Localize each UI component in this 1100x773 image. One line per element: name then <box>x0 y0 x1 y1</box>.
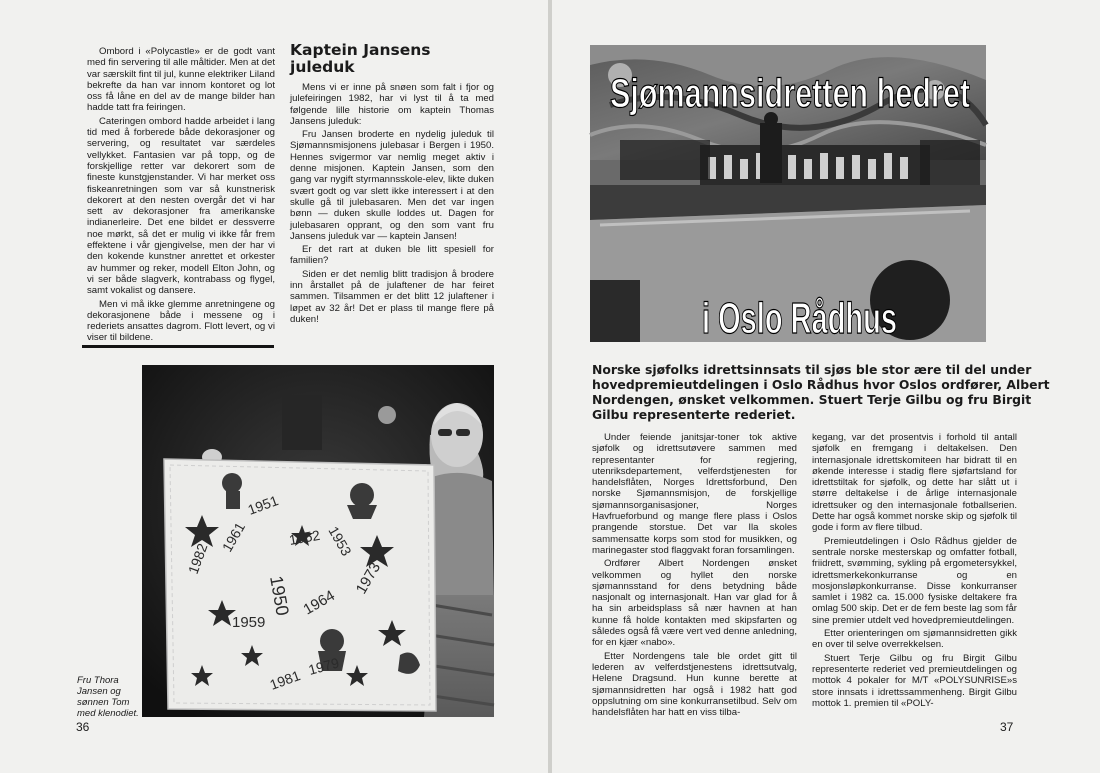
paragraph: Etter Nordengens tale ble ordet gitt til lederen av velferdstjenestens idrettsutvalg, Helene Dragsund. Hun kunne berette at sjømannsidretten har også i 1982 hatt god oppslutning om sine konkurransetilbud. Selv om handelsflåten har hatt en viss tilba- <box>592 650 797 719</box>
page-number: 37 <box>1000 720 1014 734</box>
page-number: 36 <box>76 720 90 734</box>
section-divider <box>82 345 274 348</box>
paragraph: Siden er det nemlig blitt tradisjon å brodere inn årstallet på de julaftener de har feiret sammen. Tilsammen er det blitt 12 julaftener i løpet av 32 år! Det er plass til mange flere på duken! <box>290 268 494 325</box>
paragraph: Men vi må ikke glemme anretningene og dekorasjonene både i messene og i rederiets ansattes dagrom. Flott levert, og vi viser til bildene. <box>87 298 275 344</box>
paragraph: Ordfører Albert Nordengen ønsket velkommen og hyllet den norske sjømannsstand for dens betydning både nasjonalt og internasjonalt. Han var glad for å ha sin arbeidsplass så nær havnen at han kunne få holde kontakten med skipsfarten og således også få være vert ved denne anledning, for en kjær «nabo». <box>592 558 797 649</box>
photo-headline-top: Sjømannsidretten hedret <box>610 70 971 116</box>
tablecloth-photo <box>142 365 494 717</box>
photo-headline-bottom: i Oslo Rådhus <box>702 294 897 343</box>
tablecloth-year: 1951 <box>245 492 281 518</box>
paragraph: kegang, var det prosentvis i forhold til antall sjøfolk en fremgang i deltakelsen. Den internasjonale idrettskomiteen har bidratt til en økende interesse i stadig flere sjøfartsland for idrettstiltak for sjøfolk, og dette har slått ut i større deltakelse i de årlige internasjonale idrettsuker og den internasjonale fotballserien. Dette har også kommet norske skip og sjøfolk til gode i form av flere tilbud. <box>812 432 1017 534</box>
left-page <box>0 0 548 773</box>
paragraph: Ombord i «Polycastle» er de godt vant med fin servering til alle måltider. Men at det var særskilt fint til jul, kunne elektriker Liland bekrefte da han var innom kontoret og lot oss få låne en del av de mange bilder han hadde tatt fra feiringen. <box>87 46 275 114</box>
paragraph: Mens vi er inne på snøen som falt i fjor og julefeiringen 1982, har vi lyst til å ta med følgende lille historie om kaptein Thomas Jansens juleduk: <box>290 82 494 127</box>
tablecloth-year: 1981 <box>267 667 303 693</box>
paragraph: Cateringen ombord hadde arbeidet i lang tid med å forberede både dekorasjoner og servering, og resultatet var særdeles vellykket. Fantasien var på topp, og de forskjellige retter var dekorert som de fineste kunstgjenstander. Vi har merket oss fiskeanretningen som var så kunstnerisk dekorert at den nesten overgår det vi har sett av dekorasjoner fra amerikanske indianerleire. Det ene bildet er dessverre noe mørkt, så det er mulig vi ikke får frem effektene i vår gjengivelse, men der har vi den kokende kunstner anrettet et orkester av hummer og reker, modell Elton John, og vi ser både slagverk, kontrabass og flygel, samt vokalist og dansere. <box>87 115 275 297</box>
tablecloth-year: 1973 <box>352 559 385 597</box>
paragraph: Under feiende janitsjar-toner tok aktive sjøfolk og idrettsutøvere sammen med representanter for regjering, utenriksdepartement, velferdstjenesten for handelsflåten, Norges Idrettsforbund, Den norske Sjømannsmisjon, de forskjellige sjømannsorganisasjoner, Norges Havfrueforbund og mange flere plass i Oslos prangende storstue. Det var Ila skoles sammensatte korps som stod for musikken, og marinegaster stod flaggvakt foran forsamlingen. <box>592 432 797 556</box>
tablecloth-year: 1959 <box>232 614 266 631</box>
article-column <box>290 82 494 327</box>
photo-caption: Fru Thora Jansen og sønnen Tom med klenodiet. <box>77 675 139 719</box>
paragraph: Er det rart at duken ble litt spesiell for familien? <box>290 244 494 267</box>
paragraph: Stuert Terje Gilbu og fru Birgit Gilbu representerte rederiet ved premieutdelingen og mottok 4 pokaler for M/T «POLYSUNRISE»s store innsats i idrettssammenheng. Birgit Gilbu mottok 1. premien til «POLY- <box>812 652 1017 709</box>
right-column-2 <box>812 432 1017 711</box>
tablecloth-year: 1979 <box>306 654 341 678</box>
paragraph: Fru Jansen broderte en nydelig juleduk til Sjømannsmisjonens julebasar i Bergen i 1950. Hennes svigermor var nemlig meget aktiv i denne misjonen. Kaptein Jansen, som den gang var nygift styrmannsskole-elev, likte duken svært godt og var slett ikke interessert i at den skulle gå til julebasaren. Men det var ingen bønn — duken skulle loddes ut. Dagen for julebasaren opprant, og den som vant fru Jansens juleduk var — kaptein Jansen! <box>290 129 494 242</box>
right-column-1 <box>592 432 797 720</box>
tablecloth-year: 1961 <box>218 519 249 555</box>
lead-paragraph: Norske sjøfolks idrettsinnsats til sjøs ble stor ære til del under hovedpremieutdelingen i Oslo Rådhus hvor Oslos ordfører, Albert Nordengen, ønsket velkommen. Stuert Terje Gilbu og fru Birgit Gilbu representerte rederiet. <box>592 362 1050 422</box>
tablecloth-year: 1950 <box>266 574 293 618</box>
paragraph: Premieutdelingen i Oslo Rådhus gjelder de sentrale norske mesterskap og omfatter fotball, friidrett, svømming, sykling på ergometersykkel, idrettsmerkekonkurranse og en mosjonsløpkonkurranse. Disse konkurranser samlet i 1982 ca. 15.000 fysiske deltakere fra omlag 500 skip. Det er de fem beste lag som får sine premier utdelt ved hovedpremieutdelingen. <box>812 535 1017 626</box>
tablecloth-year: 1953 <box>325 523 355 559</box>
ceremony-photo <box>590 45 986 342</box>
tablecloth-year: 1964 <box>300 587 338 619</box>
tablecloth-year: 1982 <box>184 541 211 577</box>
paragraph: Etter orienteringen om sjømannsidretten gikk en over til selve overrekkelsen. <box>812 628 1017 651</box>
tablecloth-year: 1952 <box>287 526 322 548</box>
intro-column <box>87 46 275 346</box>
right-page <box>552 0 1100 773</box>
article-title: Kaptein Jansens juleduk <box>290 41 431 76</box>
